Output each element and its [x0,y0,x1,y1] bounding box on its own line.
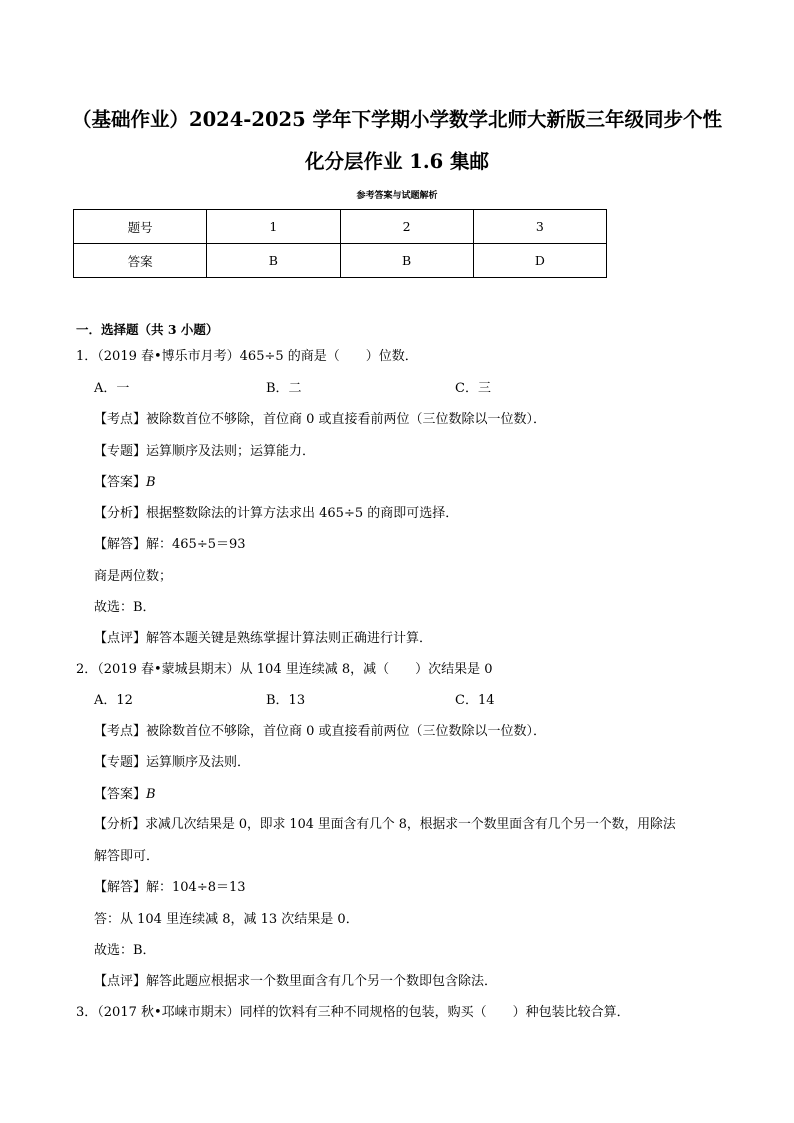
q1-jieda-line2: 商是两位数； [94,569,173,584]
q3-stem: 3．（2017 秋•邛崃市期末）同样的饮料有三种不同规格的包装，购买（ ）种包装比较合算． [76,1005,630,1020]
q1-option-b: B．二 [266,381,302,396]
q2-kaodian: 【考点】被除数首位不够除，首位商 0 或直接看前两位（三位数除以一位数）． [94,724,547,739]
table-cell: B [207,244,340,278]
answer-table-answer-row [74,244,607,278]
q2-jieda: 【解答】解：104÷8＝13 [94,880,246,895]
table-cell: 1 [207,210,340,244]
q1-stem: 1．（2019 春•博乐市月考）465÷5 的商是（ ）位数． [76,349,418,364]
q2-jieda-line2: 答：从 104 里连续减 8，减 13 次结果是 0． [94,912,359,927]
document-title-line2: 化分层作业 1.6 集邮 [304,150,489,173]
q2-answer-value: B [146,787,156,802]
q1-answer [94,476,156,489]
section-heading: 一．选择题（共 3 小题） [76,322,219,337]
q1-fenxi: 【分析】根据整数除法的计算方法求出 465÷5 的商即可选择． [94,506,459,521]
q2-fenxi-cont: 解答即可． [94,849,160,864]
q1-option-a: A．一 [94,381,130,396]
answer-table [73,209,607,278]
q2-zhuanti: 【专题】运算顺序及法则． [94,755,251,770]
q1-zhuanti: 【专题】运算顺序及法则；运算能力． [94,444,316,459]
table-cell: 题号 [74,210,207,244]
q2-dianping: 【点评】解答此题应根据求一个数里面含有几个另一个数即包含除法． [94,974,498,989]
q2-answer-tag: 【答案】 [94,787,147,802]
q2-fenxi: 【分析】求减几次结果是 0，即求 104 里面含有几个 8，根据求一个数里面含有几个另一个数，用除法 [94,817,676,832]
q2-option-b: B．13 [266,693,306,708]
q1-jieda: 【解答】解：465÷5＝93 [94,537,246,552]
q2-jieda-line3: 故选：B． [94,943,156,958]
table-cell: B [340,244,473,278]
table-cell: D [473,244,606,278]
q1-answer-value: B [146,475,156,490]
q2-option-c: C．14 [455,693,495,708]
q2-stem: 2．（2019 春•蒙城县期末）从 104 里连续减 8，减（ ）次结果是 0 [76,662,493,677]
document-title-line1: （基础作业）2024-2025 学年下学期小学数学北师大新版三年级同步个性 [72,108,722,131]
q1-answer-tag: 【答案】 [94,475,147,490]
q1-option-c: C．三 [455,381,491,396]
document-subtitle: 参考答案与试题解析 [356,191,438,201]
q1-dianping: 【点评】解答本题关键是熟练掌握计算法则正确进行计算． [94,631,433,646]
q1-kaodian: 【考点】被除数首位不够除，首位商 0 或直接看前两位（三位数除以一位数）． [94,412,547,427]
q2-option-a: A．12 [94,693,133,708]
answer-table-header-row [74,210,607,244]
q1-jieda-line3: 故选：B． [94,600,156,615]
table-cell: 答案 [74,244,207,278]
table-cell: 3 [473,210,606,244]
q2-answer [94,788,156,801]
table-cell: 2 [340,210,473,244]
